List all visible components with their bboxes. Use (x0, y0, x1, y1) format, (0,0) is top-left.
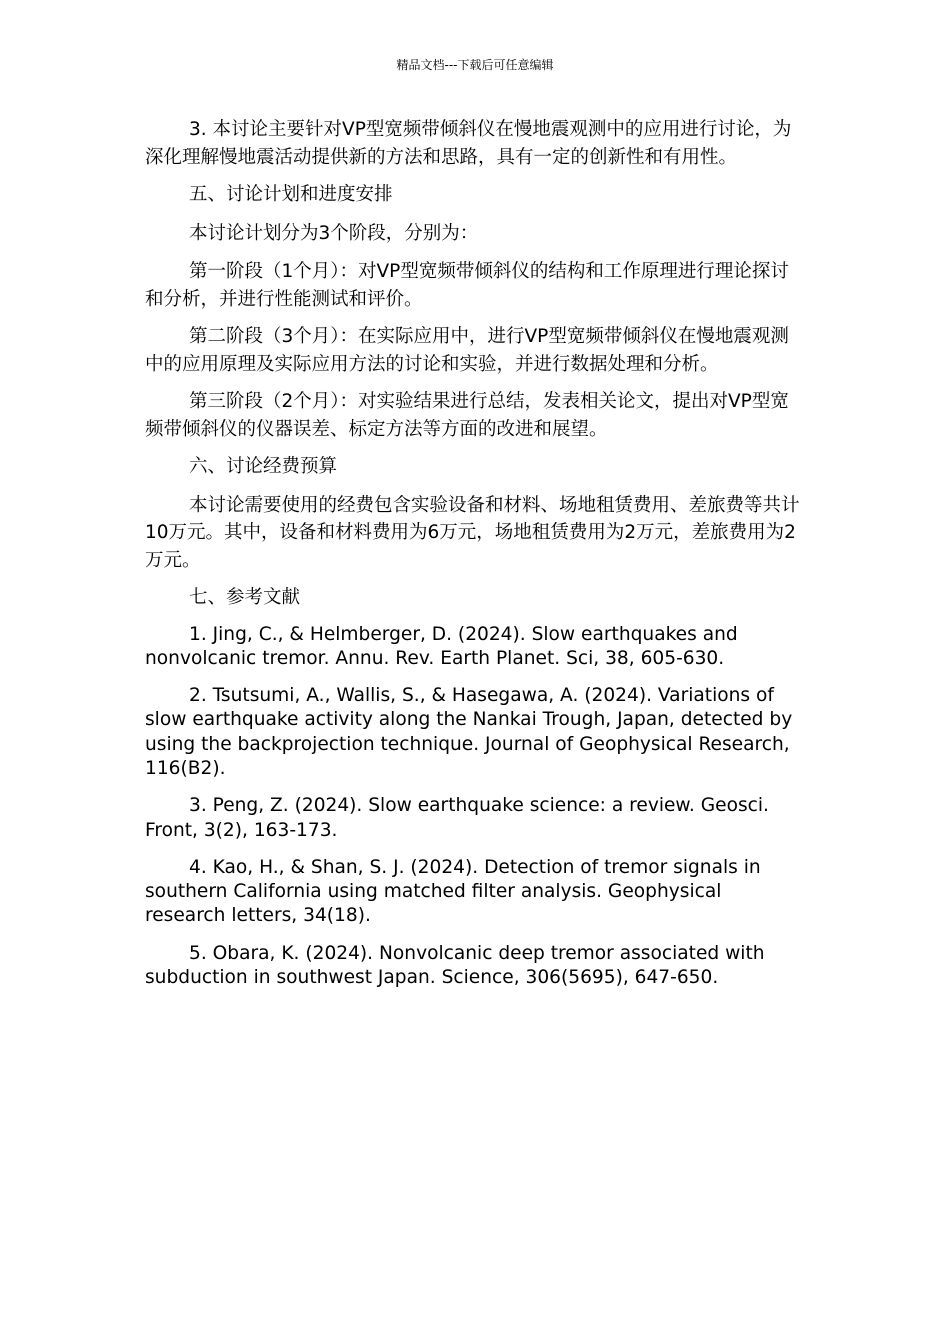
reference-item: 5. Obara, K. (2024). Nonvolcanic deep tremor associated with subduction in southwest Japan. Science, 306(5695), 647-650. (145, 942, 765, 989)
plan-intro: 本讨论计划分为3个阶段，分别为： (189, 222, 479, 244)
phase-1: 第一阶段（1个月）：对VP型宽频带倾斜仪的结构和工作原理进行理论探讨和分析，并进行性能测试和评价。 (145, 261, 789, 310)
section-heading-budget: 六、讨论经费预算 (189, 456, 338, 477)
page-header: 精品文档---下载后可任意编辑 (396, 58, 554, 72)
phase-2: 第二阶段（3个月）：在实际应用中，进行VP型宽频带倾斜仪在慢地震观测中的应用原理及实际应用方法的讨论和实验，并进行数据处理和分析。 (145, 326, 789, 375)
section-heading-references: 七、参考文献 (189, 587, 301, 608)
phase-3: 第三阶段（2个月）：对实验结果进行总结，发表相关论文，提出对VP型宽频带倾斜仪的仪器误差、标定方法等方面的改进和展望。 (145, 391, 789, 440)
innovation-point-3: 3. 本讨论主要针对VP型宽频带倾斜仪在慢地震观测中的应用进行讨论，为深化理解慢地震活动提供新的方法和思路，具有一定的创新性和有用性。 (145, 119, 792, 168)
section-heading-plan: 五、讨论计划和进度安排 (189, 184, 393, 205)
reference-item: 2. Tsutsumi, A., Wallis, S., & Hasegawa, A. (2024). Variations of slow earthquake activity along the Nankai Trough, Japan, detected by using the backprojection technique. Journal of Geophysical Research, 116(B2). (145, 685, 793, 779)
reference-item: 4. Kao, H., & Shan, S. J. (2024). Detection of tremor signals in southern California using matched filter analysis. Geophysical research letters, 34(18). (145, 856, 761, 927)
reference-item: 3. Peng, Z. (2024). Slow earthquake science: a review. Geosci. Front, 3(2), 163-173. (145, 795, 769, 841)
budget-paragraph: 本讨论需要使用的经费包含实验设备和材料、场地租赁费用、差旅费等共计10万元。其中，设备和材料费用为6万元，场地租赁费用为2万元，差旅费用为2万元。 (145, 494, 800, 571)
reference-item: 1. Jing, C., & Helmberger, D. (2024). Slow earthquakes and nonvolcanic tremor. Annu. Rev. Earth Planet. Sci, 38, 605-630. (145, 623, 738, 669)
document-body (145, 116, 807, 1003)
